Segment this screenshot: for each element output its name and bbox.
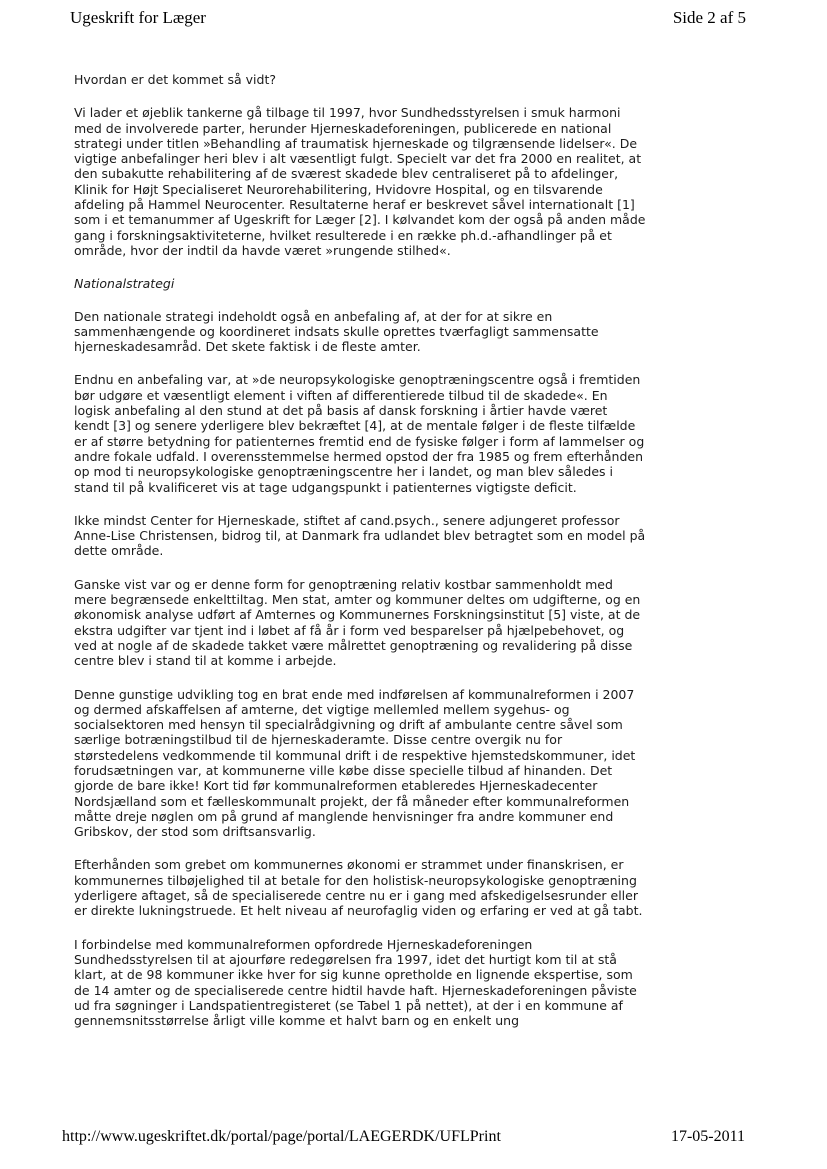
footer-url: http://www.ugeskriftet.dk/portal/page/portal/LAEGERDK/UFLPrint bbox=[62, 1128, 501, 1145]
subheading: Nationalstrategi bbox=[74, 276, 175, 292]
paragraph-3: Endnu en anbefaling var, at »de neuropsykologiske genoptræningscentre også i fremtiden bør udgøre et væsentligt element i viften af differentierede tilbud til de skadede«. En logisk anbefaling al den stund at det på basis af dansk forskning i årtier havde været kendt [3] og senere yderligere blev bekræftet [4], at de mentale følger i de fleste tilfælde er af større betydning for patienternes fremtid end de fysiske følger i form af lammelser og andre fokale udfald. I overensstemmelse hermed opstod der fra 1985 og frem efterhånden op mod ti neuropsykologiske genoptræningscentre her i landet, og man blev således i stand til på kvalificeret vis at tage udgangspunkt i patienternes vigtigste deficit. bbox=[74, 372, 645, 495]
journal-title: Ugeskrift for Læger bbox=[70, 8, 206, 27]
paragraph-8: I forbindelse med kommunalreformen opfordrede Hjerneskadeforeningen Sundhedsstyrelsen til at ajourføre redegørelsen fra 1997, idet det hurtigt kom til at stå klart, at de 98 kommuner ikke hver for sig kunne opretholde en lignende ekspertise, som de 14 amter og de specialiserede centre hidtil havde haft. Hjerneskadeforeningen påviste ud fra søgninger i Landspatientregisteret (se Tabel 1 på nettet), at der i en kommune af gennemsnitsstørrelse årligt ville komme et halvt barn og en enkelt ung bbox=[74, 936, 637, 1029]
paragraph-6: Denne gunstige udvikling tog en brat ende med indførelsen af kommunalreformen i 2007 og dermed afskaffelsen af amterne, det vigtige mellemled mellem sygehus- og socialsektoren med hensyn til specialrådgivning og drift af ambulante centre såvel som særlige botræningstilbud til de hjerneskaderamte. Disse centre overgik nu for størstedelens vedkommende til kommunal drift i de respektive hjemstedskommuner, idet forudsætningen var, at kommunerne ville købe disse specielle tilbud af hinanden. Det gjorde de bare ikke! Kort tid før kommunalreformen etableredes Hjerneskadecenter Nordsjælland som et fælleskommunalt projekt, der få måneder efter kommunalreformen måtte dreje nøglen om på grund af manglende henvisninger fra andre kommuner end Gribskov, der stod som driftsansvarlig. bbox=[74, 686, 636, 840]
paragraph-7: Efterhånden som grebet om kommunernes økonomi er strammet under finanskrisen, er kommunernes tilbøjelighed til at betale for den holistisk-neuropsykologiske genoptræning yderligere aftaget, så de specialiserede centre nu er i gang med afskedigelsesrunder eller er direkte lukningstruede. Et helt niveau af neurofaglig viden og erfaring er ved at gå tabt. bbox=[74, 857, 643, 919]
paragraph-1: Vi lader et øjeblik tankerne gå tilbage til 1997, hvor Sundhedsstyrelsen i smuk harmoni med de involverede parter, herunder Hjerneskadeforeningen, publicerede en national strategi under titlen »Behandling af traumatisk hjerneskade og tilgrænsende lidelser«. De vigtige anbefalinger heri blev i alt væsentligt fulgt. Specielt var det fra 2000 en realitet, at den subakutte rehabilitering af de sværest skadede blev centraliseret på to afdelinger, Klinik for Højt Specialiseret Neurorehabilitering, Hvidovre Hospital, og en tilsvarende afdeling på Hammel Neurocenter. Resultaterne heraf er beskrevet såvel internationalt [1] som i et temanummer af Ugeskrift for Læger [2]. I kølvandet kom der også på anden måde gang i forskningsaktiviteterne, hvilket resulterede i en række ph.d.-afhandlinger på et område, hvor der indtil da havde været »rungende stilhed«. bbox=[74, 105, 646, 258]
paragraph-4: Ikke mindst Center for Hjerneskade, stiftet af cand.psych., senere adjungeret professor Anne-Lise Christensen, bidrog til, at Danmark fra udlandet blev betragtet som en model på dette område. bbox=[74, 512, 646, 559]
footer-date: 17-05-2011 bbox=[670, 1128, 745, 1145]
section-question: Hvordan er det kommet så vidt? bbox=[74, 72, 277, 87]
paragraph-2: Den nationale strategi indeholdt også en anbefaling af, at der for at sikre en sammenhængende og koordineret indsats skulle oprettes tværfagligt sammensatte hjerneskadesamråd. Det skete faktisk i de fleste amter. bbox=[74, 308, 599, 355]
page-indicator: Side 2 af 5 bbox=[672, 8, 746, 27]
paragraph-5: Ganske vist var og er denne form for genoptræning relativ kostbar sammenholdt med mere begrænsede enkelttiltag. Men stat, amter og kommuner deltes om udgifterne, og en økonomisk analyse udført af Amternes og Kommunernes Forskningsinstitut [5] viste, at de ekstra udgifter var tjent ind i løbet af få år i form ved besparelser på hjælpebehovet, og ved at nogle af de skadede takket være målrettet genoptræning og revalidering på disse centre blev i stand til at komme i arbejde. bbox=[74, 576, 641, 669]
article-body bbox=[74, 72, 646, 1046]
